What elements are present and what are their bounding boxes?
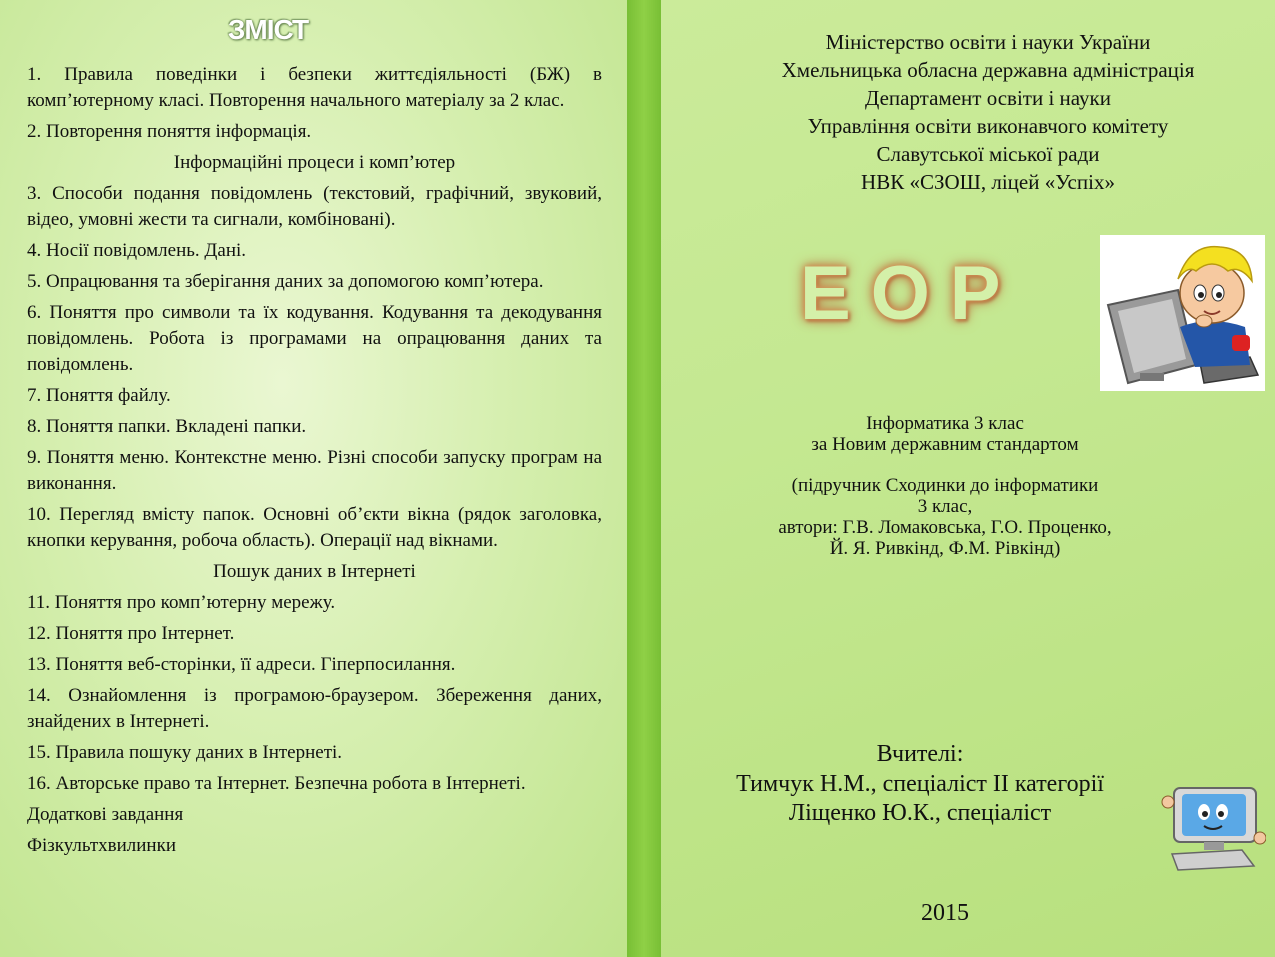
- year: 2015: [921, 900, 969, 926]
- textbook-line: автори: Г.В. Ломаковська, Г.О. Проценко,: [778, 517, 1112, 538]
- cartoon-monitor-image: [1160, 782, 1266, 872]
- textbook-line: 3 клас,: [917, 496, 973, 517]
- toc-item: 5. Опрацювання та зберігання даних за допомогою комп’ютера.: [27, 271, 544, 292]
- subject-line: за Новим державним стандартом: [811, 434, 1079, 455]
- boy-at-computer-image: [1100, 235, 1265, 391]
- toc-page: [0, 0, 627, 957]
- toc-item: 8. Поняття папки. Вкладені папки.: [27, 416, 307, 437]
- toc-item: 7. Поняття файлу.: [27, 385, 171, 406]
- toc-item: Додаткові завдання: [27, 804, 184, 825]
- teachers-label: Вчителі:: [876, 741, 964, 767]
- teachers-list: [700, 770, 1140, 828]
- page-divider: [627, 0, 661, 957]
- toc-item: 4. Носії повідомлень. Дані.: [27, 240, 247, 261]
- subject-info: [700, 413, 1190, 455]
- subject-line: Інформатика 3 клас: [866, 413, 1024, 434]
- toc-item: 9. Поняття меню. Контекстне меню. Різні способи запуску програм на виконання.: [27, 447, 602, 494]
- textbook-line: (підручник Сходинки до інформатики: [791, 475, 1099, 496]
- toc-item: 14. Ознайомлення із програмою-браузером. Збереження даних, знайдених в Інтернеті.: [27, 685, 602, 732]
- teacher-name: Ліщенко Ю.К., спеціаліст: [788, 800, 1052, 826]
- teacher-name: Тимчук Н.М., спеціаліст ІІ категорії: [736, 771, 1104, 797]
- toc-item: 10. Перегляд вмісту папок. Основні об’єкти вікна (рядок заголовка, кнопки керування, робоча область). Операції над вікнами.: [27, 504, 602, 551]
- toc-item: 2. Повторення поняття інформація.: [27, 121, 312, 142]
- toc-item: 16. Авторське право та Інтернет. Безпечна робота в Інтернеті.: [27, 773, 526, 794]
- ministry-header: [661, 28, 1275, 196]
- toc-item: 13. Поняття веб-сторінки, її адреси. Гіперпосилання.: [27, 654, 456, 675]
- toc-item: 1. Правила поведінки і безпеки життєдіяльності (БЖ) в комп’ютерному класі. Повторення начального матеріалу за 2 клас.: [27, 64, 602, 111]
- textbook-line: Й. Я. Ривкінд, Ф.М. Рівкінд): [829, 538, 1061, 559]
- toc-section-heading: Пошук даних в Інтернеті: [213, 561, 416, 582]
- ministry-line: Міністерство освіти і науки України: [825, 30, 1151, 54]
- ministry-line: Славутської міської ради: [876, 142, 1100, 166]
- textbook-info: [700, 475, 1190, 559]
- toc-item: 15. Правила пошуку даних в Інтернеті.: [27, 742, 343, 763]
- ministry-line: Хмельницька обласна державна адміністрація: [781, 58, 1195, 82]
- ministry-line: Управління освіти виконавчого комітету: [807, 114, 1169, 138]
- cartoon-monitor-icon: [1160, 782, 1266, 872]
- boy-at-computer-icon: [1100, 235, 1265, 391]
- ministry-line: Департамент освіти і науки: [865, 86, 1111, 110]
- toc-item: 3. Способи подання повідомлень (текстовий, графічний, звуковий, відео, умовні жести та сигнали, комбіновані).: [27, 183, 602, 230]
- toc-item: Фізкультхвилинки: [27, 835, 177, 856]
- toc-section-heading: Інформаційні процеси і комп’ютер: [173, 152, 456, 173]
- toc-list: [27, 62, 602, 864]
- ministry-line: НВК «СЗОШ, ліцей «Успіх»: [861, 170, 1115, 194]
- toc-item: 12. Поняття про Інтернет.: [27, 623, 235, 644]
- eor-logo: ЕОР: [800, 251, 1021, 336]
- toc-item: 6. Поняття про символи та їх кодування. Кодування та декодування повідомлень. Робота із програмами на опрацювання даних та повідомлень.: [27, 302, 602, 375]
- toc-title: ЗМІСТ: [227, 14, 309, 45]
- toc-item: 11. Поняття про комп’ютерну мережу.: [27, 592, 336, 613]
